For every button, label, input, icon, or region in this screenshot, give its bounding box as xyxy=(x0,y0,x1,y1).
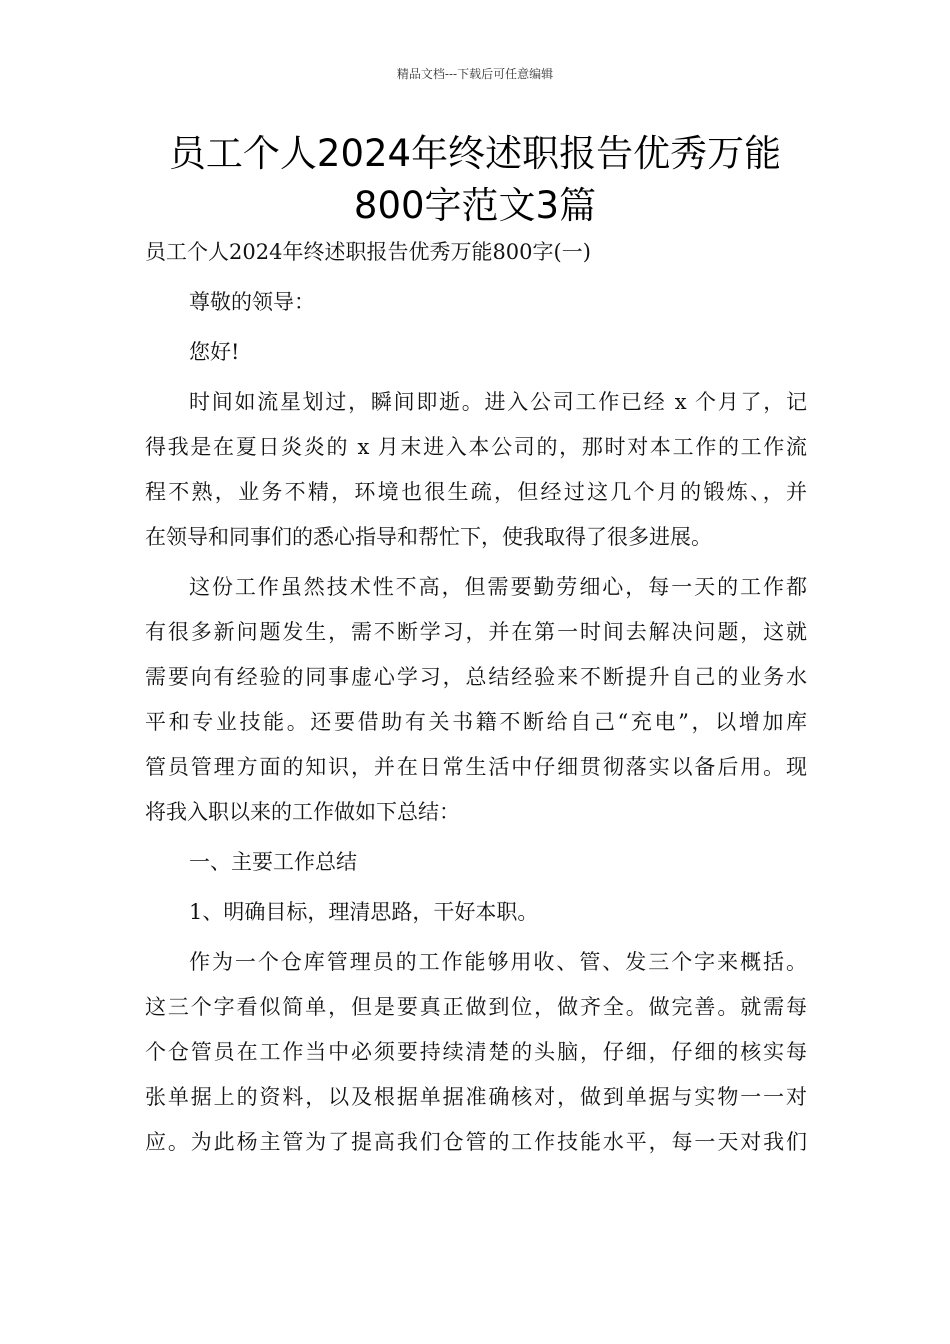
paragraph-line: 这份工作虽然技术性不高，但需要勤劳细心，每一天的工作都 xyxy=(189,575,807,599)
paragraph-line: 时间如流星划过，瞬间即逝。进入公司工作已经 x 个月了，记 xyxy=(189,390,807,414)
paragraph-2 xyxy=(145,565,807,835)
section-heading: 一、主要工作总结 xyxy=(189,850,357,874)
paragraph-line: 将我入职以来的工作做如下总结： xyxy=(145,800,460,824)
item-heading: 1、明确目标，理清思路，干好本职。 xyxy=(189,900,539,924)
paragraph-line: 得我是在夏日炎炎的 x 月末进入本公司的，那时对本工作的工作流 xyxy=(145,435,807,459)
paragraph-line: 平和专业技能。还要借助有关书籍不断给自己“充电”，以增加库 xyxy=(145,710,807,734)
paragraph-line: 这三个字看似简单，但是要真正做到位，做齐全。做完善。就需每 xyxy=(145,995,807,1019)
paragraph-line: 个仓管员在工作当中必须要持续清楚的头脑，仔细，仔细的核实每 xyxy=(145,1040,807,1064)
section-subtitle: 员工个人2024年终述职报告优秀万能800字(一) xyxy=(145,240,591,264)
document-title xyxy=(100,128,850,232)
greeting: 您好! xyxy=(189,340,240,364)
paragraph-line: 作为一个仓库管理员的工作能够用收、管、发三个字来概括。 xyxy=(189,950,807,974)
paragraph-line: 在领导和同事们的悉心指导和帮忙下，使我取得了很多进展。 xyxy=(145,525,712,549)
title-line-1: 员工个人2024年终述职报告优秀万能 xyxy=(168,132,782,175)
paragraph-line: 有很多新问题发生，需不断学习，并在第一时间去解决问题，这就 xyxy=(145,620,807,644)
document-body xyxy=(145,230,807,1165)
paragraph-3 xyxy=(145,940,807,1165)
paragraph-line: 程不熟，业务不精，环境也很生疏，但经过这几个月的锻炼、，并 xyxy=(145,480,807,504)
salutation: 尊敬的领导： xyxy=(189,290,315,314)
paragraph-line: 管员管理方面的知识，并在日常生活中仔细贯彻落实以备后用。现 xyxy=(145,755,807,779)
paragraph-line: 应。为此杨主管为了提高我们仓管的工作技能水平，每一天对我们 xyxy=(145,1130,807,1154)
page-header: 精品文档---下载后可任意编辑 xyxy=(396,67,554,81)
title-line-2: 800字范文3篇 xyxy=(353,184,597,227)
paragraph-line: 需要向有经验的同事虚心学习，总结经验来不断提升自己的业务水 xyxy=(145,665,807,689)
paragraph-1 xyxy=(145,380,807,560)
paragraph-line: 张单据上的资料，以及根据单据准确核对，做到单据与实物一一对 xyxy=(145,1085,807,1109)
